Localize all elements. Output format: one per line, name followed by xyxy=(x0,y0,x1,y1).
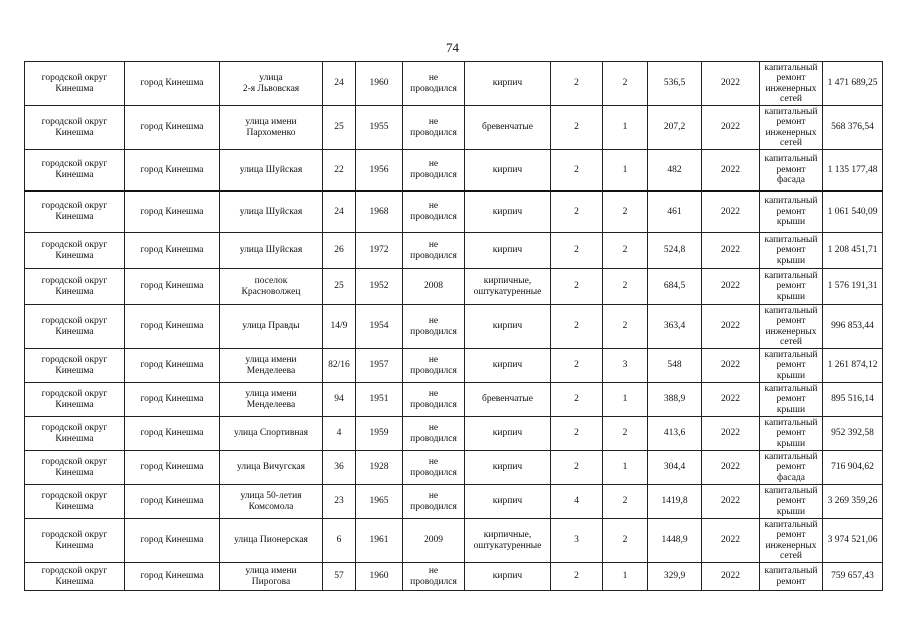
table-row xyxy=(25,485,883,519)
table-row xyxy=(25,233,883,269)
cell-area: 329,9 xyxy=(648,563,702,591)
cell-work-type: капитальный ремонт крыши xyxy=(760,485,823,519)
cell-district: городской округ Кинешма xyxy=(25,563,125,591)
table-row xyxy=(25,451,883,485)
cell-house: 24 xyxy=(323,62,356,106)
cell-floors: 4 xyxy=(551,485,603,519)
cell-plan-year: 2022 xyxy=(702,191,760,233)
cell-floors: 2 xyxy=(551,417,603,451)
cell-district: городской округ Кинешма xyxy=(25,150,125,191)
cell-cost: 996 853,44 xyxy=(823,305,883,349)
cell-cost: 1 208 451,71 xyxy=(823,233,883,269)
cell-area: 548 xyxy=(648,349,702,383)
table-row xyxy=(25,563,883,591)
table-row xyxy=(25,150,883,191)
cell-year-built: 1928 xyxy=(356,451,403,485)
cell-entrances: 1 xyxy=(603,106,648,150)
cell-year-built: 1957 xyxy=(356,349,403,383)
cell-plan-year: 2022 xyxy=(702,269,760,305)
cell-street: улица имени Менделеева xyxy=(220,383,323,417)
cell-district: городской округ Кинешма xyxy=(25,269,125,305)
cell-plan-year: 2022 xyxy=(702,305,760,349)
cell-city: город Кинешма xyxy=(125,451,220,485)
cell-floors: 2 xyxy=(551,191,603,233)
cell-district: городской округ Кинешма xyxy=(25,62,125,106)
cell-house: 25 xyxy=(323,269,356,305)
cell-wall-material: кирпич xyxy=(465,349,551,383)
cell-house: 94 xyxy=(323,383,356,417)
cell-entrances: 2 xyxy=(603,233,648,269)
cell-district: городской округ Кинешма xyxy=(25,485,125,519)
cell-plan-year: 2022 xyxy=(702,62,760,106)
cell-wall-material: кирпич xyxy=(465,485,551,519)
cell-floors: 2 xyxy=(551,383,603,417)
cell-floors: 2 xyxy=(551,269,603,305)
cell-street: улица Спортивная xyxy=(220,417,323,451)
cell-work-type: капитальный ремонт фасада xyxy=(760,150,823,191)
cell-wall-material: кирпич xyxy=(465,191,551,233)
cell-wall-material: кирпич xyxy=(465,62,551,106)
cell-work-type: капитальный ремонт крыши xyxy=(760,191,823,233)
table-row xyxy=(25,269,883,305)
cell-cost: 1 471 689,25 xyxy=(823,62,883,106)
cell-year-built: 1968 xyxy=(356,191,403,233)
cell-work-type: капитальный ремонт фасада xyxy=(760,451,823,485)
cell-plan-year: 2022 xyxy=(702,349,760,383)
cell-cost: 1 061 540,09 xyxy=(823,191,883,233)
cell-floors: 3 xyxy=(551,519,603,563)
cell-floors: 2 xyxy=(551,349,603,383)
cell-entrances: 1 xyxy=(603,563,648,591)
cell-floors: 2 xyxy=(551,305,603,349)
cell-cost: 568 376,54 xyxy=(823,106,883,150)
cell-house: 24 xyxy=(323,191,356,233)
table-row xyxy=(25,519,883,563)
cell-last-repair: не проводился xyxy=(403,233,465,269)
cell-house: 23 xyxy=(323,485,356,519)
cell-area: 1419,8 xyxy=(648,485,702,519)
cell-house: 6 xyxy=(323,519,356,563)
cell-entrances: 2 xyxy=(603,305,648,349)
cell-city: город Кинешма xyxy=(125,485,220,519)
cell-street: улица Правды xyxy=(220,305,323,349)
cell-year-built: 1951 xyxy=(356,383,403,417)
cell-street: улица 50-летия Комсомола xyxy=(220,485,323,519)
cell-year-built: 1959 xyxy=(356,417,403,451)
cell-year-built: 1961 xyxy=(356,519,403,563)
cell-street: улица имени Пархоменко xyxy=(220,106,323,150)
cell-street: улица Пионерская xyxy=(220,519,323,563)
cell-floors: 2 xyxy=(551,106,603,150)
cell-cost: 759 657,43 xyxy=(823,563,883,591)
table-row xyxy=(25,417,883,451)
cell-work-type: капитальный ремонт инженерных сетей xyxy=(760,519,823,563)
cell-floors: 2 xyxy=(551,150,603,191)
cell-house: 25 xyxy=(323,106,356,150)
cell-city: город Кинешма xyxy=(125,519,220,563)
cell-wall-material: бревенчатые xyxy=(465,383,551,417)
table-row xyxy=(25,383,883,417)
cell-city: город Кинешма xyxy=(125,349,220,383)
cell-city: город Кинешма xyxy=(125,233,220,269)
cell-wall-material: бревенчатые xyxy=(465,106,551,150)
cell-entrances: 1 xyxy=(603,150,648,191)
cell-wall-material: кирпичные, оштукатуренные xyxy=(465,269,551,305)
cell-cost: 716 904,62 xyxy=(823,451,883,485)
cell-entrances: 2 xyxy=(603,417,648,451)
cell-entrances: 2 xyxy=(603,485,648,519)
cell-cost: 1 261 874,12 xyxy=(823,349,883,383)
cell-area: 461 xyxy=(648,191,702,233)
cell-area: 304,4 xyxy=(648,451,702,485)
cell-floors: 2 xyxy=(551,563,603,591)
cell-city: город Кинешма xyxy=(125,563,220,591)
cell-last-repair: 2008 xyxy=(403,269,465,305)
cell-year-built: 1954 xyxy=(356,305,403,349)
page-number: 74 xyxy=(446,40,459,55)
cell-area: 482 xyxy=(648,150,702,191)
cell-house: 57 xyxy=(323,563,356,591)
cell-district: городской округ Кинешма xyxy=(25,349,125,383)
cell-last-repair: не проводился xyxy=(403,383,465,417)
cell-district: городской округ Кинешма xyxy=(25,451,125,485)
cell-wall-material: кирпич xyxy=(465,417,551,451)
table-row xyxy=(25,62,883,106)
cell-last-repair: не проводился xyxy=(403,485,465,519)
cell-entrances: 2 xyxy=(603,62,648,106)
cell-year-built: 1960 xyxy=(356,563,403,591)
cell-wall-material: кирпич xyxy=(465,305,551,349)
cell-street: улица Шуйская xyxy=(220,191,323,233)
cell-cost: 1 576 191,31 xyxy=(823,269,883,305)
cell-work-type: капитальный ремонт инженерных сетей xyxy=(760,305,823,349)
cell-plan-year: 2022 xyxy=(702,106,760,150)
cell-entrances: 2 xyxy=(603,269,648,305)
cell-entrances: 1 xyxy=(603,451,648,485)
table-row xyxy=(25,305,883,349)
cell-entrances: 3 xyxy=(603,349,648,383)
cell-house: 22 xyxy=(323,150,356,191)
table-row xyxy=(25,349,883,383)
cell-street: улица Шуйская xyxy=(220,233,323,269)
cell-work-type: капитальный ремонт инженерных сетей xyxy=(760,62,823,106)
cell-street: улица Шуйская xyxy=(220,150,323,191)
cell-last-repair: не проводился xyxy=(403,349,465,383)
cell-last-repair: не проводился xyxy=(403,191,465,233)
cell-entrances: 2 xyxy=(603,191,648,233)
cell-city: город Кинешма xyxy=(125,269,220,305)
cell-plan-year: 2022 xyxy=(702,451,760,485)
cell-plan-year: 2022 xyxy=(702,485,760,519)
cell-wall-material: кирпич xyxy=(465,233,551,269)
cell-last-repair: не проводился xyxy=(403,106,465,150)
cell-floors: 2 xyxy=(551,451,603,485)
cell-year-built: 1952 xyxy=(356,269,403,305)
cell-floors: 2 xyxy=(551,62,603,106)
table-row xyxy=(25,191,883,233)
cell-plan-year: 2022 xyxy=(702,150,760,191)
cell-work-type: капитальный ремонт инженерных сетей xyxy=(760,106,823,150)
cell-work-type: капитальный ремонт крыши xyxy=(760,349,823,383)
cell-district: городской округ Кинешма xyxy=(25,305,125,349)
cell-wall-material: кирпич xyxy=(465,451,551,485)
cell-wall-material: кирпич xyxy=(465,150,551,191)
cell-cost: 952 392,58 xyxy=(823,417,883,451)
cell-district: городской округ Кинешма xyxy=(25,519,125,563)
cell-cost: 895 516,14 xyxy=(823,383,883,417)
cell-plan-year: 2022 xyxy=(702,519,760,563)
cell-plan-year: 2022 xyxy=(702,233,760,269)
housing-repair-table xyxy=(24,61,883,591)
cell-house: 36 xyxy=(323,451,356,485)
cell-area: 684,5 xyxy=(648,269,702,305)
cell-city: город Кинешма xyxy=(125,150,220,191)
cell-wall-material: кирпичные, оштукатуренные xyxy=(465,519,551,563)
cell-year-built: 1960 xyxy=(356,62,403,106)
cell-area: 207,2 xyxy=(648,106,702,150)
cell-area: 536,5 xyxy=(648,62,702,106)
cell-district: городской округ Кинешма xyxy=(25,191,125,233)
cell-city: город Кинешма xyxy=(125,106,220,150)
cell-year-built: 1956 xyxy=(356,150,403,191)
cell-work-type: капитальный ремонт xyxy=(760,563,823,591)
cell-house: 26 xyxy=(323,233,356,269)
cell-street: улица имени Пирогова xyxy=(220,563,323,591)
cell-district: городской округ Кинешма xyxy=(25,233,125,269)
cell-last-repair: не проводился xyxy=(403,451,465,485)
cell-city: город Кинешма xyxy=(125,305,220,349)
cell-street: улица Вичугская xyxy=(220,451,323,485)
cell-street: улица 2-я Львовская xyxy=(220,62,323,106)
cell-street: поселок Красноволжец xyxy=(220,269,323,305)
cell-cost: 3 269 359,26 xyxy=(823,485,883,519)
cell-city: город Кинешма xyxy=(125,417,220,451)
cell-cost: 3 974 521,06 xyxy=(823,519,883,563)
cell-district: городской округ Кинешма xyxy=(25,383,125,417)
table-row xyxy=(25,106,883,150)
cell-area: 363,4 xyxy=(648,305,702,349)
cell-house: 4 xyxy=(323,417,356,451)
cell-plan-year: 2022 xyxy=(702,563,760,591)
cell-year-built: 1972 xyxy=(356,233,403,269)
cell-year-built: 1955 xyxy=(356,106,403,150)
cell-entrances: 1 xyxy=(603,383,648,417)
cell-last-repair: не проводился xyxy=(403,305,465,349)
cell-area: 524,8 xyxy=(648,233,702,269)
cell-work-type: капитальный ремонт крыши xyxy=(760,383,823,417)
cell-plan-year: 2022 xyxy=(702,383,760,417)
cell-last-repair: не проводился xyxy=(403,62,465,106)
cell-area: 413,6 xyxy=(648,417,702,451)
cell-year-built: 1965 xyxy=(356,485,403,519)
cell-city: город Кинешма xyxy=(125,383,220,417)
cell-cost: 1 135 177,48 xyxy=(823,150,883,191)
cell-district: городской округ Кинешма xyxy=(25,417,125,451)
cell-last-repair: 2009 xyxy=(403,519,465,563)
cell-district: городской округ Кинешма xyxy=(25,106,125,150)
cell-area: 388,9 xyxy=(648,383,702,417)
cell-entrances: 2 xyxy=(603,519,648,563)
cell-area: 1448,9 xyxy=(648,519,702,563)
cell-city: город Кинешма xyxy=(125,62,220,106)
cell-floors: 2 xyxy=(551,233,603,269)
cell-wall-material: кирпич xyxy=(465,563,551,591)
cell-city: город Кинешма xyxy=(125,191,220,233)
cell-last-repair: не проводился xyxy=(403,417,465,451)
cell-plan-year: 2022 xyxy=(702,417,760,451)
cell-house: 14/9 xyxy=(323,305,356,349)
cell-work-type: капитальный ремонт крыши xyxy=(760,233,823,269)
cell-work-type: капитальный ремонт крыши xyxy=(760,417,823,451)
cell-street: улица имени Менделеева xyxy=(220,349,323,383)
cell-work-type: капитальный ремонт крыши xyxy=(760,269,823,305)
cell-last-repair: не проводился xyxy=(403,150,465,191)
cell-house: 82/16 xyxy=(323,349,356,383)
cell-last-repair: не проводился xyxy=(403,563,465,591)
